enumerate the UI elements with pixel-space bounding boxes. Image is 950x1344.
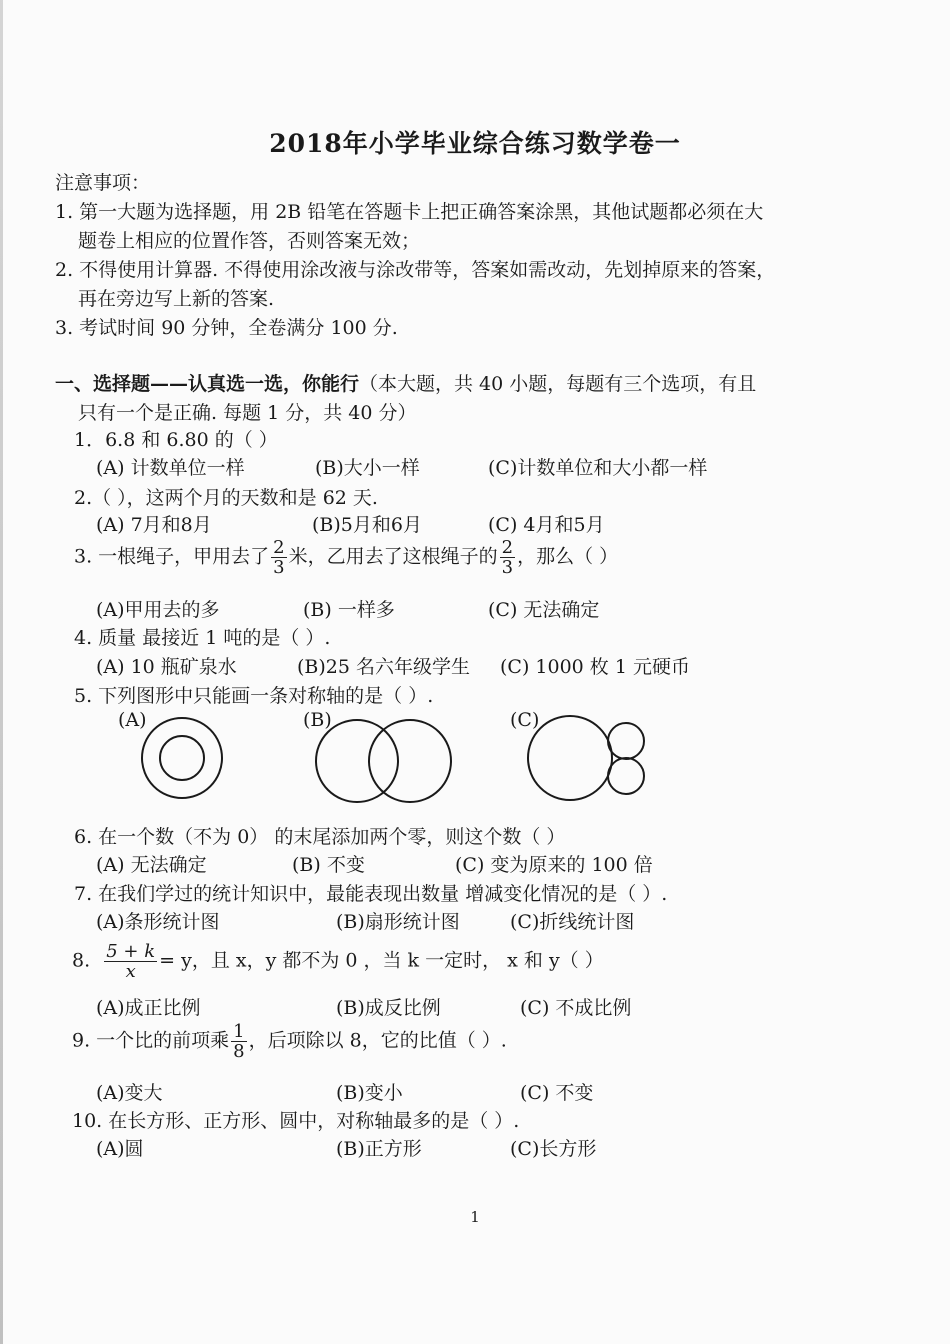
question-5-option-a: (A) xyxy=(118,709,147,731)
question-3-stem-pre: 3. 一根绳子，甲用去了 xyxy=(74,545,270,568)
question-5-stem: 5. 下列图形中只能画一条对称轴的是（ ）. xyxy=(74,685,434,707)
question-9-fraction xyxy=(231,1022,246,1061)
question-1-option-c: (C)计数单位和大小都一样 xyxy=(488,457,708,479)
question-3-stem-mid: 米，乙用去了这根绳子的 xyxy=(288,545,498,568)
question-8-number: 8. xyxy=(72,949,91,972)
question-1-option-b: (B)大小一样 xyxy=(315,457,420,479)
question-5-option-b: (B) xyxy=(303,709,332,731)
notice-item-1-line1: 1. 第一大题为选择题，用 2B 铅笔在答题卡上把正确答案涂黑，其他试题都必须在大 xyxy=(55,201,764,223)
section1-heading-rest: （本大题，共 40 小题，每题有三个选项，有且 xyxy=(359,373,757,395)
figure-c-small-circle-bottom xyxy=(608,758,644,794)
figure-c-large-circle xyxy=(528,716,612,800)
notice-item-2-line1: 2. 不得使用计算器. 不得使用涂改液与涂改带等，答案如需改动，先划掉原来的答案， xyxy=(55,259,776,281)
question-9-option-a: (A)变大 xyxy=(96,1082,163,1104)
question-9-stem-pre: 9. 一个比的前项乘 xyxy=(72,1029,230,1052)
fraction-numerator: 5 + k xyxy=(106,941,156,962)
question-2-option-b: (B)5月和6月 xyxy=(312,514,422,536)
notice-item-3-line1: 3. 考试时间 90 分钟，全卷满分 100 分. xyxy=(55,317,398,339)
question-9-option-c: (C) 不变 xyxy=(520,1082,594,1104)
question-6-option-c: (C) 变为原来的 100 倍 xyxy=(455,854,653,876)
section1-heading-bold: 一、选择题——认真选一选，你能行 xyxy=(55,373,360,395)
question-5-option-c: (C) xyxy=(510,709,540,731)
question-3-stem-post: ，那么（ ） xyxy=(517,545,619,568)
fraction-denominator: x xyxy=(125,961,136,982)
figure-c-small-circle-top xyxy=(608,723,644,759)
figure-a-outer-circle xyxy=(142,718,222,798)
notice-item-2-line2: 再在旁边写上新的答案. xyxy=(78,288,275,310)
fraction-denominator: 3 xyxy=(273,557,285,578)
question-8-option-c: (C) 不成比例 xyxy=(520,997,632,1019)
page-number: 1 xyxy=(470,1208,480,1226)
question-2-stem: 2.（ ），这两个月的天数和是 62 天. xyxy=(74,487,378,509)
question-4-option-c: (C) 1000 枚 1 元硬币 xyxy=(500,656,690,678)
section1-heading-line2: 只有一个是正确. 每题 1 分，共 40 分） xyxy=(78,402,417,424)
question-8-stem xyxy=(72,942,604,981)
question-6-stem: 6. 在一个数（不为 0） 的末尾添加两个零，则这个数（ ） xyxy=(74,826,566,848)
question-3-option-b: (B) 一样多 xyxy=(303,599,395,621)
question-10-option-c: (C)长方形 xyxy=(510,1138,597,1160)
question-4-option-b: (B)25 名六年级学生 xyxy=(297,656,471,678)
question-4-stem: 4. 质量 最接近 1 吨的是（ ）. xyxy=(74,627,331,649)
figure-b-left-circle xyxy=(316,720,398,802)
question-1-option-a: (A) 计数单位一样 xyxy=(96,457,245,479)
question-8-option-a: (A)成正比例 xyxy=(96,997,201,1019)
question-2-option-a: (A) 7月和8月 xyxy=(96,514,212,536)
question-4-option-a: (A) 10 瓶矿泉水 xyxy=(96,656,237,678)
question-10-option-b: (B)正方形 xyxy=(336,1138,422,1160)
fraction-denominator: 8 xyxy=(233,1041,245,1062)
question-10-stem: 10. 在长方形、正方形、圆中，对称轴最多的是（ ）. xyxy=(72,1110,520,1132)
question-8-stem-post: = y，且 x，y 都不为 0 ，当 k 一定时， x 和 y（ ） xyxy=(159,949,604,972)
fraction-denominator: 3 xyxy=(501,557,514,578)
notice-heading: 注意事项： xyxy=(55,172,151,194)
question-9-option-b: (B)变小 xyxy=(336,1082,403,1104)
question-7-stem: 7. 在我们学过的统计知识中，最能表现出数量 增减变化情况的是（ ）. xyxy=(74,883,668,905)
question-7-option-b: (B)扇形统计图 xyxy=(336,911,460,933)
question-2-option-c: (C) 4月和5月 xyxy=(488,514,605,536)
fraction-numerator: 2 xyxy=(273,537,285,558)
fraction-numerator: 2 xyxy=(501,537,514,558)
page-title: 2018年小学毕业综合练习数学卷一 xyxy=(269,129,681,158)
question-3-option-c: (C) 无法确定 xyxy=(488,599,600,621)
question-10-option-a: (A)圆 xyxy=(96,1138,144,1160)
figure-b-right-circle xyxy=(369,720,451,802)
question-8-option-b: (B)成反比例 xyxy=(336,997,441,1019)
question-1-stem: 1．6.8 和 6.80 的（ ） xyxy=(74,429,278,451)
question-7-option-c: (C)折线统计图 xyxy=(510,911,635,933)
notice-item-1-line2: 题卷上相应的位置作答，否则答案无效； xyxy=(78,230,421,252)
question-3-option-a: (A)甲用去的多 xyxy=(96,599,220,621)
question-9-stem-post: ，后项除以 8，它的比值（ ）. xyxy=(248,1029,507,1052)
question-9-stem xyxy=(72,1022,507,1061)
question-6-option-a: (A) 无法确定 xyxy=(96,854,207,876)
question-6-option-b: (B) 不变 xyxy=(292,854,365,876)
figure-a-inner-circle xyxy=(160,736,204,780)
question-7-option-a: (A)条形统计图 xyxy=(96,911,220,933)
fraction-numerator: 1 xyxy=(233,1021,245,1042)
question-8-fraction xyxy=(104,942,157,981)
